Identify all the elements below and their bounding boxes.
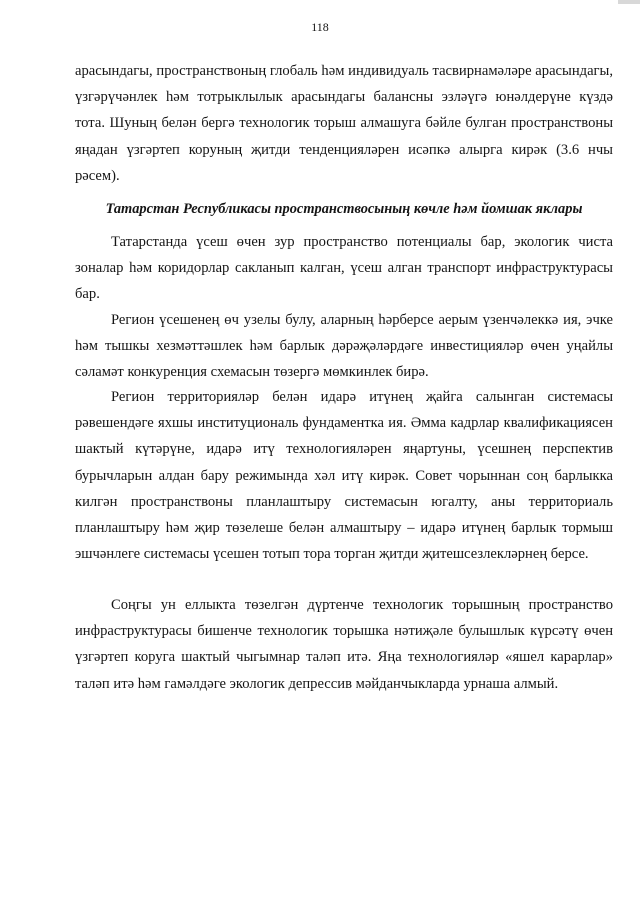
paragraph-text: Регион территорияләр белән идарә итүнең җайга салынган системасы рәвешендәге яхшы институциональ фундаментка ия. Әмма кадрлар квалификациясен шактый күтәрүне, идарә итү технологияләрен яңартуны, үсешнең перспектив бурычларын алдан бару режимында хәл итү кирәк. Совет чорыннан соң барлыкка килгән пространствоны планлаштыру системасын югалту, аны территориаль планлаштыру һәм җир төзелеше белән алмаштыру – идарә итүнең барлык тормыш эшчәнлеге системасы үсешен тотып тора торган җитди җитешсезлекләрнең берсе. xyxy=(75,389,613,563)
paragraph-continuation xyxy=(75,58,613,189)
section-heading xyxy=(75,196,613,222)
paragraph-potential xyxy=(75,229,613,308)
scan-corner-mark xyxy=(618,0,640,4)
paragraph-territorial-management xyxy=(75,384,613,567)
paragraph-text: Регион үсешенең өч узелы булу, аларның һәрберсе аерым үзенчәлеккә ия, эчке һәм тышкы хезмәттәшлек һәм барлык дәрәҗәләрдәге инвестицияләр өчен уңайлы сәламәт конкуренция схемасын төзергә мөмкинлек бирә. xyxy=(75,312,613,381)
section-heading-text: Татарстан Республикасы пространствосының көчле һәм йомшак яклары xyxy=(105,201,583,217)
paragraph-text: Соңгы ун еллыкта төзелгән дүртенче технологик торышның пространство инфраструктурасы бишенче технологик торышка нәтиҗәле булышлык күрсәтү өчен үзгәртеп коруга шактый чыгымнар таләп итә. Яңа технологияләр «яшел карарлар» таләп итә һәм гамәлдәге экологик депрессив мәйданчыкларда урнаша алмый. xyxy=(75,597,613,692)
paragraph-technological-state xyxy=(75,592,613,697)
page-number: 118 xyxy=(311,20,329,34)
paragraph-text: арасындагы, пространствоның глобаль һәм индивидуаль тасвирнамәләре арасындагы, үзгәрүчәнлек һәм тотрыклылык арасындагы балансны эзләүгә юнәлдерүне күздә тота. Шуның белән бергә технологик торыш алмашуга бәйле булган пространствоны яңадан үзгәртеп коруның җитди тенденцияләрен исәпкә алырга кирәк (3.6 нчы рәсем). xyxy=(75,63,613,184)
paragraph-development-nodes xyxy=(75,307,613,386)
paragraph-text: Татарстанда үсеш өчен зур пространство потенциалы бар, экологик чиста зоналар һәм коридорлар сакланып калган, үсеш алган транспорт инфраструктурасы бар. xyxy=(75,234,613,303)
